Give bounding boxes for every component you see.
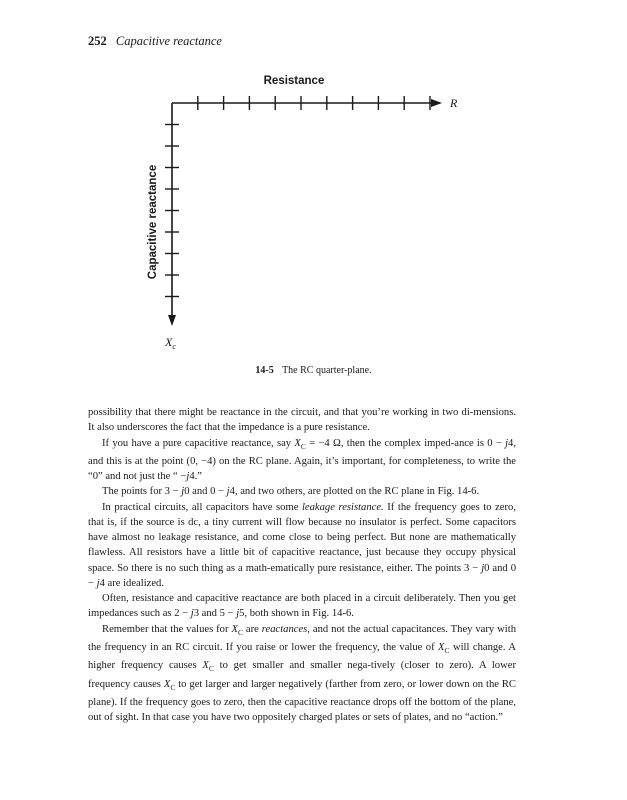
paragraph-3: The points for 3 − j0 and 0 − j4, and two others, are plotted on the RC plane in Fig. 14-6. (102, 486, 480, 498)
page-number: 252 (88, 34, 107, 48)
figure-caption-text: The RC quarter-plane. (282, 365, 372, 376)
resistance-axis-title: Resistance (263, 75, 325, 87)
paragraph-4: In practical circuits, all capacitors have some leakage resistance. If the frequency goes to zero, that is, if the source is dc, a tiny current will flow because no insulator is perfect. Some capacitors have almost no leakage resistance, and come close to being perfect. But none are mathematically flawless. All resistors have a little bit of capacitive reactance, just because they occupy physical space. So there is no such thing as a math-ematically pure resistance, either. The points 3 − j0 and 0 − j4 are idealized. (88, 501, 516, 589)
paragraph-5: Often, resistance and capacitive reactance are both placed in a circuit deliberately. Then you get impedances such as 2 − j3 and 5 − j5, both shown in Fig. 14-6. (88, 593, 516, 620)
resistance-axis-arrowhead (431, 99, 442, 107)
body-text (88, 405, 516, 726)
figure-caption (0, 365, 627, 376)
r-axis-arrow-label: R (450, 96, 458, 110)
paragraph-6: Remember that the values for $X_C$ are reactances, and not the actual capacitances. They vary with the frequency in an RC circuit. If you raise or lower the frequency, the value of $X_C$ will change. A higher frequency causes $X_C$ to get smaller and smaller nega-tively (closer to zero). A lower frequency causes $X_C$ to get larger and larger negatively (farther from zero, or lower down on the RC plane). If the frequency goes to zero, then the capacitive reactance drops off the bottom of the plane, out of sight. In that case you have two oppositely charged plates or sets of plates, and no “action.” (88, 623, 516, 724)
running-title: Capacitive reactance (115, 34, 222, 48)
paragraph-1: possibility that there might be reactance in the circuit, and that you’re working in two di-mensions. It also underscores the fact that the impedance is a pure resistance. (88, 407, 516, 434)
paragraph-2: If you have a pure capacitive reactance, say $X_C = -4$ Ω, then the complex imped-ance is 0 − j4, and this is at the point (0, −4) on the RC plane. Again, it’s important, for completeness, to write the “0” and not just the “ −j4.” (88, 437, 516, 483)
figure-number: 14-5 (255, 365, 274, 376)
reactance-axis-arrowhead (168, 315, 176, 326)
xc-axis-arrow-label: $X_c$ (165, 335, 176, 351)
capacitive-reactance-axis-title: Capacitive reactance (147, 164, 159, 280)
